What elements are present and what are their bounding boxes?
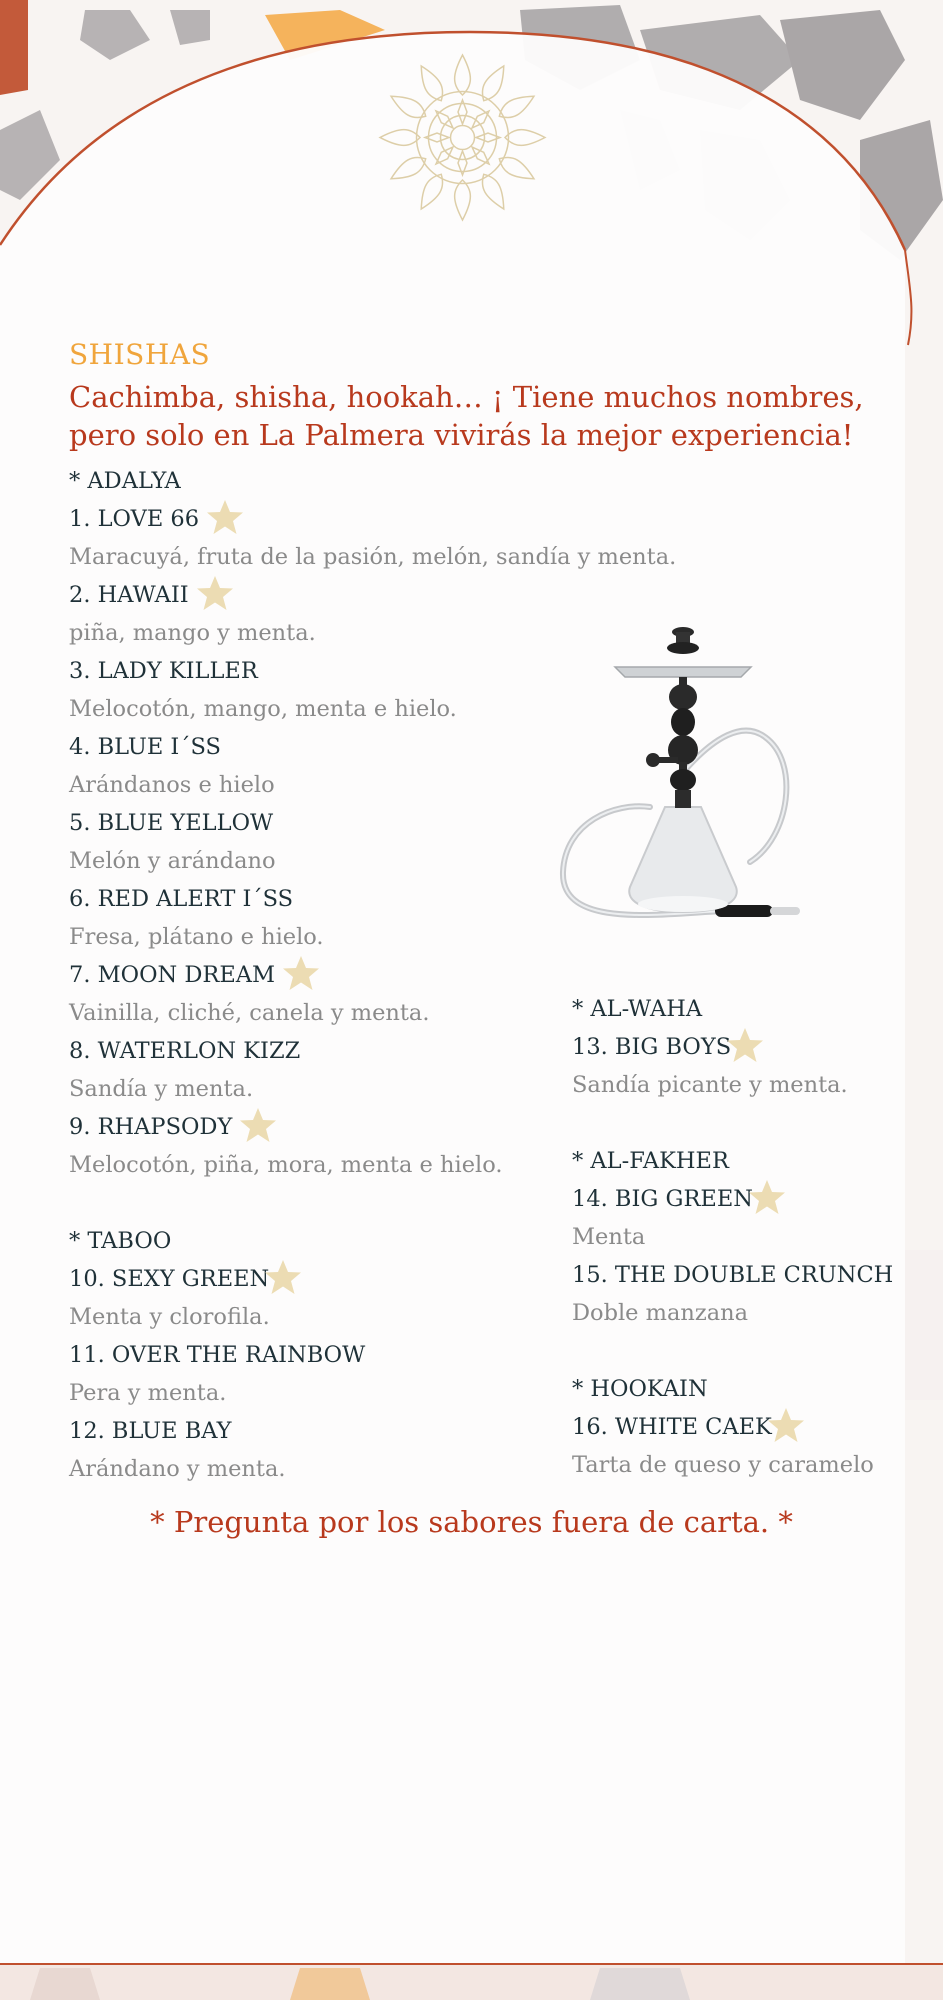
spacer bbox=[572, 1104, 912, 1142]
brand-heading: * HOOKAIN bbox=[572, 1376, 708, 1402]
footer-note: * Pregunta por los sabores fuera de carta. * bbox=[150, 1505, 793, 1539]
menu-item-description: Melocotón, piña, mora, menta e hielo. bbox=[69, 1152, 503, 1178]
brand-heading: * AL-FAKHER bbox=[572, 1148, 729, 1174]
menu-item-description: Tarta de queso y caramelo bbox=[572, 1452, 874, 1478]
menu-item-name: 11. OVER THE RAINBOW bbox=[69, 1342, 366, 1368]
menu-item-description: Doble manzana bbox=[572, 1300, 749, 1326]
menu-item-name: 7. MOON DREAM bbox=[69, 956, 629, 994]
star-icon bbox=[725, 1026, 765, 1064]
menu-item-description: Vainilla, cliché, canela y menta. bbox=[69, 1000, 430, 1026]
menu-item-name: 10. SEXY GREEN bbox=[69, 1260, 629, 1298]
star-icon bbox=[195, 574, 235, 612]
star-icon bbox=[238, 1106, 278, 1144]
menu-item-name: 1. LOVE 66 bbox=[69, 500, 629, 538]
menu-item-description: Sandía y menta. bbox=[69, 1076, 254, 1102]
spacer bbox=[69, 1184, 629, 1222]
mandala-icon bbox=[375, 50, 550, 225]
brand-heading: * AL-WAHA bbox=[572, 996, 703, 1022]
menu-item-description: Sandía picante y menta. bbox=[572, 1072, 848, 1098]
menu-item-description: Pera y menta. bbox=[69, 1380, 227, 1406]
star-icon bbox=[205, 498, 245, 536]
menu-item-name: 15. THE DOUBLE CRUNCH bbox=[572, 1262, 894, 1288]
spacer bbox=[572, 1332, 912, 1370]
menu-item-description: Arándano y menta. bbox=[69, 1456, 286, 1482]
menu-item-name: 12. BLUE BAY bbox=[69, 1418, 232, 1444]
menu-item-description: Menta y clorofila. bbox=[69, 1304, 270, 1330]
section-label: SHISHAS bbox=[69, 338, 211, 371]
brand-heading: * TABOO bbox=[69, 1228, 172, 1254]
menu-item-name: 3. LADY KILLER bbox=[69, 658, 258, 684]
menu-item-description: Melocotón, mango, menta e hielo. bbox=[69, 696, 457, 722]
menu-item-name: 13. BIG BOYS bbox=[572, 1028, 912, 1066]
menu-item-name: 2. HAWAII bbox=[69, 576, 629, 614]
star-icon bbox=[766, 1406, 806, 1444]
menu-item-description: Melón y arándano bbox=[69, 848, 276, 874]
menu-item-name: 4. BLUE I´SS bbox=[69, 734, 221, 760]
menu-item-name: 16. WHITE CAEK bbox=[572, 1408, 912, 1446]
menu-item-name: 5. BLUE YELLOW bbox=[69, 810, 274, 836]
star-icon bbox=[281, 954, 321, 992]
hookah-icon bbox=[555, 622, 825, 942]
right-column bbox=[572, 990, 912, 1484]
menu-item-name: 14. BIG GREEN bbox=[572, 1180, 912, 1218]
menu-item-name: 8. WATERLON KIZZ bbox=[69, 1038, 301, 1064]
menu-item-name: 9. RHAPSODY bbox=[69, 1108, 629, 1146]
brand-heading: * ADALYA bbox=[69, 468, 181, 494]
star-icon bbox=[747, 1178, 787, 1216]
menu-item-description: Fresa, plátano e hielo. bbox=[69, 924, 324, 950]
menu-item-description: Menta bbox=[572, 1224, 646, 1250]
menu-item-name: 6. RED ALERT I´SS bbox=[69, 886, 294, 912]
menu-item-description: Maracuyá, fruta de la pasión, melón, sandía y menta. bbox=[69, 544, 677, 570]
menu-item-description: piña, mango y menta. bbox=[69, 620, 316, 646]
divider bbox=[0, 1963, 943, 1965]
menu-item-description: Arándanos e hielo bbox=[69, 772, 275, 798]
tagline: Cachimba, shisha, hookah… ¡ Tiene muchos nombres, pero solo en La Palmera vivirás la mejor experiencia! bbox=[69, 380, 864, 452]
star-icon bbox=[263, 1258, 303, 1296]
